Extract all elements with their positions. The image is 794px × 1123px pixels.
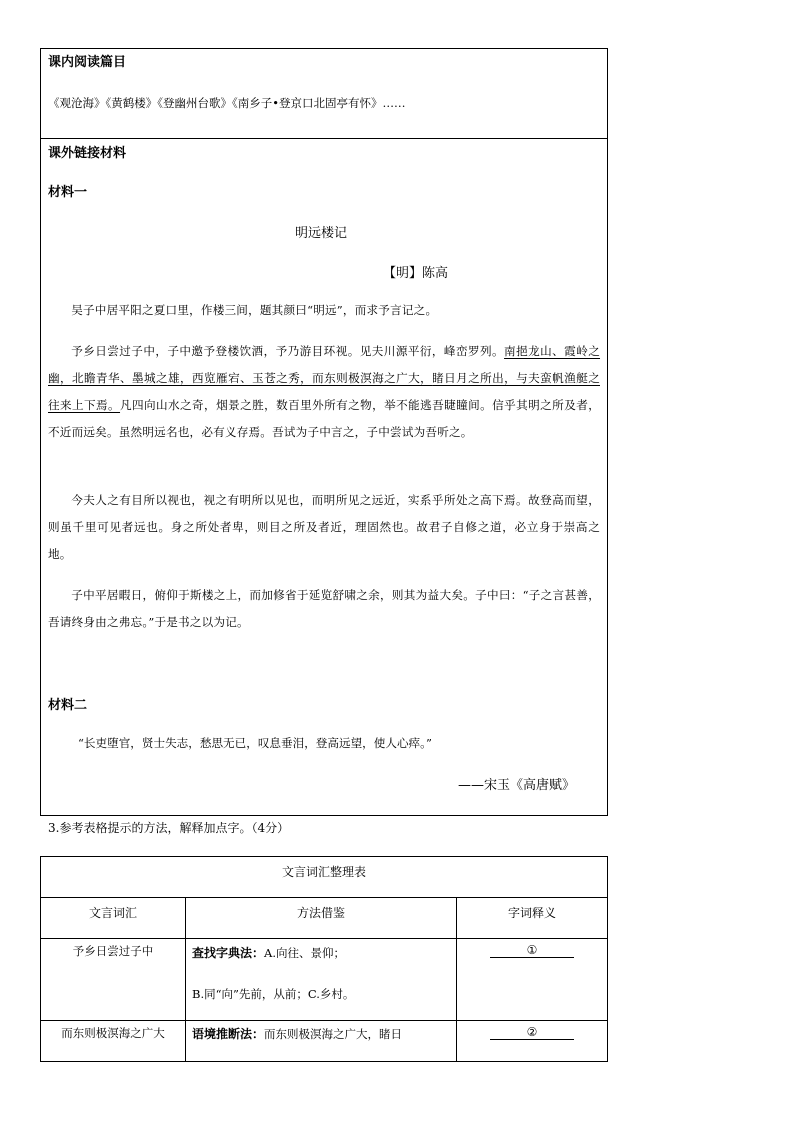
question-3: 3.参考表格提示的方法，解释加点字。（4分） <box>48 821 290 835</box>
material1-paragraph-3: 今夫人之有目所以视也，视之有明所以见也，而明所见之远近，实系乎所处之高下焉。故登高而望，则虽千里可见者远也。身之所处者卑，则目之所及者近，理固然也。故君子自修之道，必立身于崇高之地。 <box>48 493 600 561</box>
row2-method <box>186 1021 457 1062</box>
material1-paragraph-2 <box>48 338 600 446</box>
header-meaning: 字词释义 <box>457 898 608 939</box>
row1-method-label: 查找字典法： <box>192 946 265 960</box>
p2-text-a: 予乡日尝过子中，子中邀予登楼饮酒，予乃游目环视。见夫川源平衍，峰峦罗列。 <box>71 344 505 358</box>
row1-answer-blank[interactable]: ① <box>490 943 574 958</box>
row1-answer-cell <box>457 939 608 1021</box>
row2-word: 而东则极溟海之广大 <box>41 1021 186 1062</box>
material2-source: ——宋玉《高唐赋》 <box>458 778 576 793</box>
row1-word: 予乡日尝过子中 <box>41 939 186 1021</box>
p2-underlined-2: 睹日月之所出，与夫蛮帆渔艇之往来上下焉。 <box>48 371 600 412</box>
material1-author: 【明】陈高 <box>383 266 449 281</box>
p2-text-b: 凡四向山水之奇，烟景之胜，数百里外所有之物，举不能逃吾睫瞳间。信乎其明之所及者，不近而远矣。虽然明远名也，必有义存焉。吾试为子中言之，子中尝试为吾听之。 <box>48 398 600 439</box>
vocab-table <box>40 856 608 1062</box>
material1-paragraph-1: 吴子中居平阳之夏口里，作楼三间，题其颜曰“明远”，而求予言记之。 <box>71 303 438 317</box>
row1-method-line1: A.向往、景仰； <box>264 946 345 960</box>
material1-paragraph-4: 子中平居暇日，俯仰于斯楼之上，而加修省于延览舒啸之余，则其为益大矣。子中曰：“子之言甚善，吾请终身由之弗忘。”于是书之以为记。 <box>48 588 600 629</box>
p2-underlined-1: 南挹龙山、霞岭之幽，北瞻青华、墨城之雄，西览雁宕、玉苍之秀，而东则极溟海之广大， <box>48 344 601 385</box>
row2-answer-cell <box>457 1021 608 1062</box>
header-method: 方法借鉴 <box>186 898 457 939</box>
vocab-table-title: 文言词汇整理表 <box>41 857 608 898</box>
material2-quote: “长吏堕官，贤士失志，愁思无已，叹息垂泪，登高远望，使人心瘁。” <box>78 736 432 750</box>
in-class-reading-heading: 课内阅读篇目 <box>48 55 127 70</box>
material2-label: 材料二 <box>48 698 88 713</box>
row1-method <box>186 939 457 1021</box>
header-word: 文言词汇 <box>41 898 186 939</box>
row2-method-label: 语境推断法： <box>192 1027 265 1041</box>
in-class-reading-works: 《观沧海》《黄鹤楼》《登幽州台歌》《南乡子•登京口北固亭有怀》…… <box>48 96 406 110</box>
material1-title: 明远楼记 <box>295 226 348 241</box>
extra-materials-heading: 课外链接材料 <box>48 146 127 161</box>
material1-label: 材料一 <box>48 185 88 200</box>
row2-method-text: 而东则极溟海之广大，睹日 <box>264 1027 403 1041</box>
row1-method-line2: B.同“向”先前，从前；C.乡村。 <box>192 987 355 1001</box>
row2-answer-blank[interactable]: ② <box>490 1025 574 1040</box>
